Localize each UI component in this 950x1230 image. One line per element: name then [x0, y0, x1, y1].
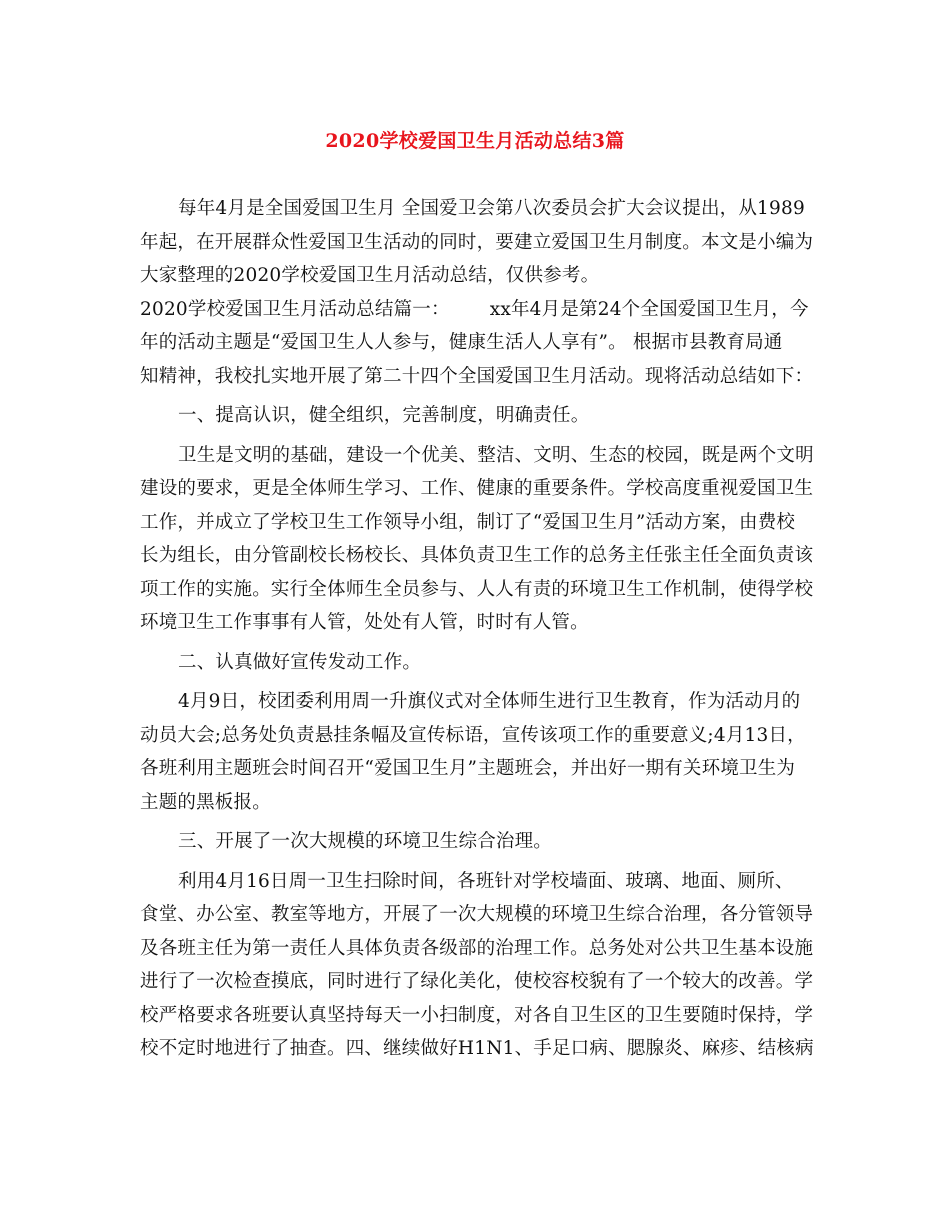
section-heading	[140, 825, 812, 859]
text-line: 年起，在开展群众性爱国卫生活动的同时，要建立爱国卫生月制度。本文是小编为	[140, 231, 814, 253]
section1-paragraph	[140, 439, 812, 640]
document-body	[140, 192, 812, 1066]
text-line: 三、开展了一次大规模的环境卫生综合治理。	[178, 831, 553, 852]
text-line	[140, 293, 812, 327]
section-heading	[140, 646, 812, 680]
piece1-label: 2020学校爱国卫生月活动总结篇一：	[140, 298, 450, 320]
text-line: 校严格要求各班要认真坚持每天一小扫制度，对各自卫生区的卫生要随时保持，学	[140, 1004, 814, 1026]
document-title: 2020学校爱国卫生月活动总结3篇	[325, 130, 625, 152]
text-line: 主题的黑板报。	[140, 791, 271, 813]
text-line: 及各班主任为第一责任人具体负责各级部的治理工作。总务处对公共卫生基本设施	[140, 937, 814, 959]
text-line: 动员大会;总务处负责悬挂条幅及宣传标语，宣传该项工作的重要意义;4月13日，	[140, 724, 806, 746]
text-line: 每年4月是全国爱国卫生月 全国爱卫会第八次委员会扩大会议提出，从1989	[178, 198, 805, 219]
intro-paragraph	[140, 192, 812, 293]
text-line: 长为组长，由分管副校长杨校长、具体负责卫生工作的总务主任张主任全面负责该	[140, 545, 814, 566]
text-line: 各班利用主题班会时间召开“爱国卫生月”主题班会，并出好一期有关环境卫生为	[140, 758, 796, 779]
text-line: 工作，并成立了学校卫生工作领导小组，制订了“爱国卫生月”活动方案，由费校	[140, 511, 796, 533]
text-line: 建设的要求，更是全体师生学习、工作、健康的重要条件。学校高度重视爱国卫生	[140, 478, 814, 499]
text-line: 二、认真做好宣传发动工作。	[178, 651, 422, 673]
text-line: 环境卫生工作事事有人管，处处有人管，时时有人管。	[140, 612, 589, 633]
section2-paragraph	[140, 685, 812, 819]
text-line: 大家整理的2020学校爱国卫生月活动总结，仅供参考。	[140, 265, 600, 286]
text-line: 年的活动主题是“爱国卫生人人参与，健康生活人人享有”。 根据市县教育局通	[140, 332, 783, 353]
text-line: 卫生是文明的基础，建设一个优美、整洁、文明、生态的校园，既是两个文明	[178, 444, 814, 466]
piece1-paragraph	[140, 293, 812, 394]
text-line: 项工作的实施。实行全体师生全员参与、人人有责的环境卫生工作机制，使得学校	[140, 578, 814, 600]
text-line: 食堂、办公室、教室等地方，开展了一次大规模的环境卫生综合治理，各分管领导	[140, 904, 814, 925]
text-line: 进行了一次检查摸底，同时进行了绿化美化，使校容校貌有了一个较大的改善。学	[140, 971, 814, 992]
text-line: 校不定时地进行了抽查。四、继续做好H1N1、手足口病、腮腺炎、麻疹、结核病	[140, 1038, 814, 1059]
text-line: 知精神，我校扎实地开展了第二十四个全国爱国卫生月活动。现将活动总结如下：	[140, 365, 814, 387]
section3-paragraph	[140, 865, 812, 1066]
text-line: 利用4月16日周一卫生扫除时间，各班针对学校墙面、玻璃、地面、厕所、	[178, 870, 794, 892]
text-line: 4月9日，校团委利用周一升旗仪式对全体师生进行卫生教育，作为活动月的	[178, 691, 801, 712]
section-heading	[140, 399, 812, 433]
text-line: 一、提高认识，健全组织，完善制度，明确责任。	[178, 405, 590, 426]
piece1-first-line: xx年4月是第24个全国爱国卫生月，今	[489, 298, 809, 320]
